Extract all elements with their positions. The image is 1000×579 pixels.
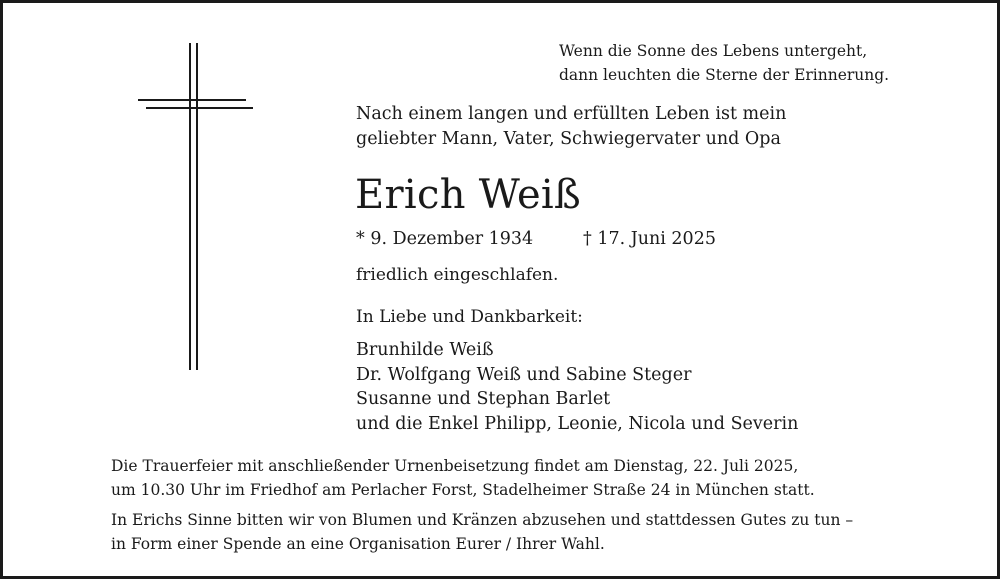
family-member: und die Enkel Philipp, Leonie, Nicola und Severin [356, 413, 799, 434]
birth-date: * 9. Dezember 1934 [356, 229, 534, 249]
cross-horizontal-line [138, 99, 246, 101]
request-line: In Erichs Sinne bitten wir von Blumen und Kränzen abzusehen und stattdessen Gutes zu tun – [111, 511, 854, 529]
family-member: Brunhilde Weiß [356, 340, 494, 360]
cross-vertical-line [189, 43, 191, 370]
donation-request [111, 508, 853, 556]
request-line: in Form einer Spende an eine Organisation Eurer / Ihrer Wahl. [111, 535, 605, 553]
intro-line: Nach einem langen und erfüllten Leben ist mein [356, 104, 787, 124]
cross-horizontal-line [146, 107, 253, 109]
cross-vertical-line [196, 43, 198, 370]
family-member: Susanne und Stephan Barlet [356, 389, 611, 409]
funeral-service-info [111, 454, 815, 502]
thanks-heading: In Liebe und Dankbarkeit: [356, 307, 583, 327]
family-list [356, 338, 798, 436]
service-line: um 10.30 Uhr im Friedhof am Perlacher Forst, Stadelheimer Straße 24 in München statt. [111, 481, 815, 499]
death-date: † 17. Juni 2025 [583, 229, 716, 249]
intro-line: geliebter Mann, Vater, Schwiegervater und Opa [356, 129, 781, 149]
deceased-name: Erich Weiß [355, 172, 582, 218]
intro-text [356, 102, 786, 152]
family-member: Dr. Wolfgang Weiß und Sabine Steger [356, 364, 692, 385]
motto-line: dann leuchten die Sterne der Erinnerung. [559, 66, 890, 84]
motto-quote [559, 39, 889, 87]
motto-line: Wenn die Sonne des Lebens untergeht, [559, 42, 868, 60]
service-line: Die Trauerfeier mit anschließender Urnenbeisetzung findet am Dienstag, 22. Juli 2025, [111, 457, 799, 475]
passed-text: friedlich eingeschlafen. [356, 265, 559, 285]
